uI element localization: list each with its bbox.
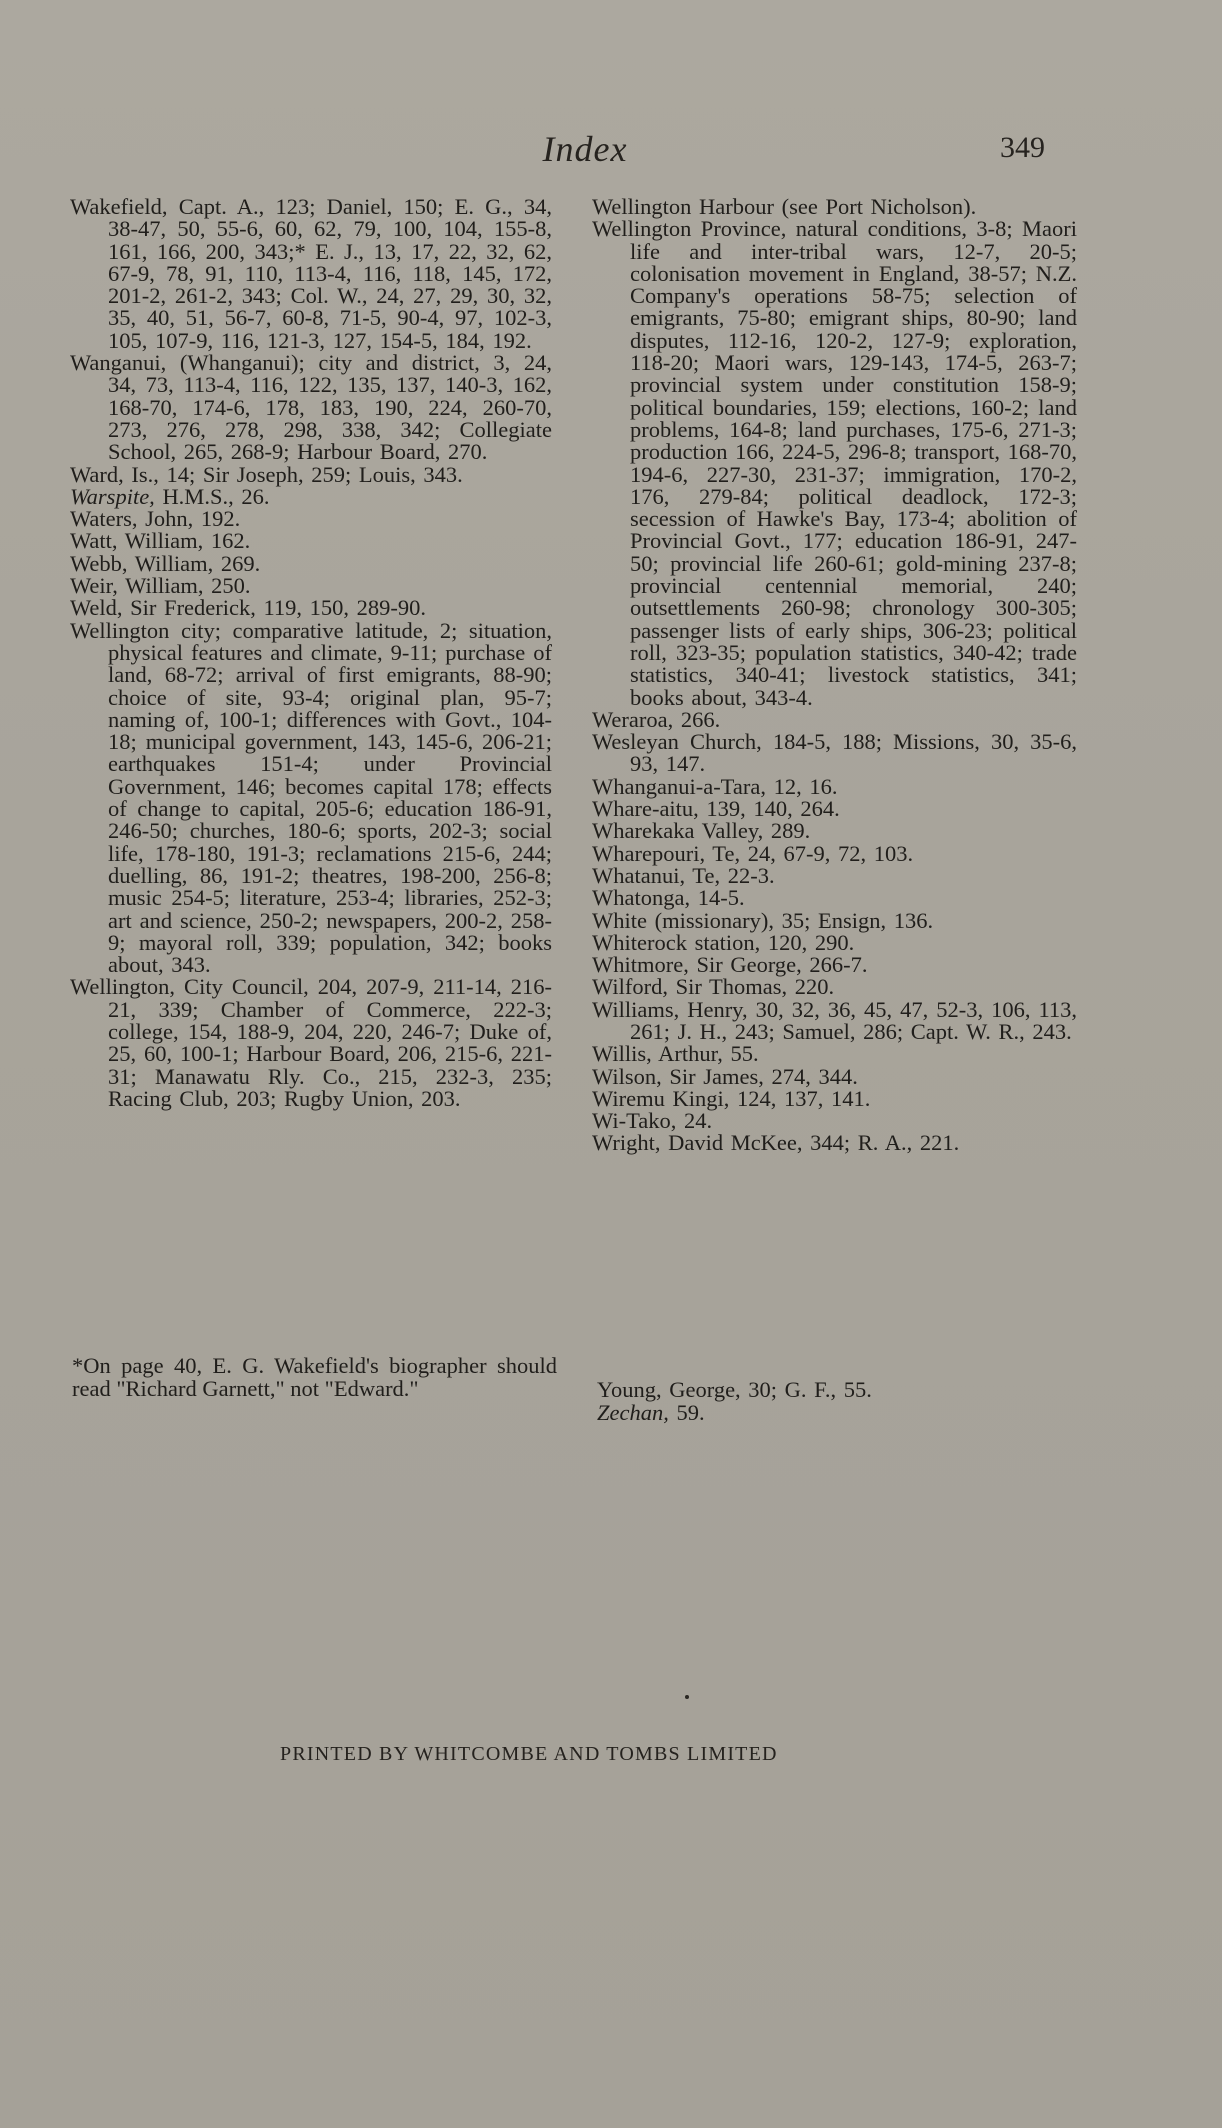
index-entry-whatonga: Whatonga, 14-5.	[592, 885, 745, 911]
index-entry-wi-tako: Wi-Tako, 24.	[592, 1108, 713, 1134]
running-title: Index	[542, 129, 628, 169]
index-entry-whanganui-a-tara: Whanganui-a-Tara, 12, 16.	[592, 773, 838, 799]
warspite-rest: H.M.S., 26.	[154, 483, 270, 509]
index-entry-ward: Ward, Is., 14; Sir Joseph, 259; Louis, 343.	[70, 461, 463, 487]
index-entry-wakefield: Wakefield, Capt. A., 123; Daniel, 150; E. G., 34, 38-47, 50, 55-6, 60, 62, 79, 100, 104, 155-8, 161, 166, 200, 343;* E. J., 13, 17, 22, 32, 62, 67-9, 78, 91, 110, 113-4, 116, 118, 145, 172, 201-2, 261-2, 343; Col. W., 24, 27, 29, 30, 32, 35, 40, 51, 56-7, 60-8, 71-5, 90-4, 97, 102-3, 105, 107-9, 116, 121-3, 127, 154-5, 184, 192.	[70, 194, 552, 353]
index-entry-wellington-city: Wellington city; comparative latitude, 2; situation, physical features and climate, 9-11; purchase of land, 68-72; arrival of first emigrants, 88-90; choice of site, 93-4; original plan, 95-7; naming of, 100-1; differences with Govt., 104-18; municipal government, 143, 145-6, 206-21; earthquakes 151-4; under Provincial Government, 146; becomes capital 178; effects of change to capital, 205-6; education 186-91, 246-50; churches, 180-6; sports, 202-3; social life, 178-180, 191-3; reclamations 215-6, 244; duelling, 86, 191-2; theatres, 198-200, 256-8; music 254-5; literature, 253-4; libraries, 252-3; art and science, 250-2; newspapers, 200-2, 258-9; mayoral roll, 339; population, 342; books about, 343.	[70, 617, 552, 978]
index-entry-wellington-province: Wellington Province, natural conditions, 3-8; Maori life and inter-tribal wars, 12-7, 20-5; colonisation movement in England, 38-57; N.Z. Company's operations 58-75; selection of emigrants, 75-80; emigrant ships, 80-90; land disputes, 112-16, 120-2, 127-9; exploration, 118-20; Maori wars, 129-143, 174-5, 263-7; provincial system under constitution 158-9; political boundaries, 159; elections, 160-2; land problems, 164-8; land purchases, 175-6, 271-3; production 166, 224-5, 296-8; transport, 168-70, 194-6, 227-30, 231-37; immigration, 170-2, 176, 279-84; political deadlock, 172-3; secession of Hawke's Bay, 173-4; abolition of Provincial Govt., 177; education 186-91, 247-50; provincial life 260-61; gold-mining 237-8; provincial centennial memorial, 240; outsettlements 260-98; chronology 300-305; passenger lists of early ships, 306-23; political roll, 323-35; population statistics, 340-42; trade statistics, 340-41; livestock statistics, 341; books about, 343-4.	[592, 216, 1077, 710]
index-entry-willis: Willis, Arthur, 55.	[592, 1041, 759, 1067]
index-column-left	[70, 196, 552, 1110]
index-entry-wharekaka: Wharekaka Valley, 289.	[592, 818, 811, 844]
index-column-right-bottom	[597, 1378, 1082, 1424]
index-entry-wright: Wright, David McKee, 344; R. A., 221.	[592, 1130, 960, 1156]
index-entry-whatanui: Whatanui, Te, 22-3.	[592, 862, 775, 888]
index-entry-whiterock: Whiterock station, 120, 290.	[592, 929, 855, 955]
index-entry-weld: Weld, Sir Frederick, 119, 150, 289-90.	[70, 595, 427, 621]
printer-dot-mark	[685, 1695, 689, 1699]
index-entry-warspite	[70, 483, 552, 509]
index-entry-wharepouri: Wharepouri, Te, 24, 67-9, 72, 103.	[592, 840, 914, 866]
index-entry-williams: Williams, Henry, 30, 32, 36, 45, 47, 52-3, 106, 113, 261; J. H., 243; Samuel, 286; Capt. W. R., 243.	[592, 996, 1077, 1044]
index-entry-weir: Weir, William, 250.	[70, 573, 251, 599]
warspite-head: Warspite,	[70, 483, 155, 509]
index-entry-young: Young, George, 30; G. F., 55.	[597, 1377, 872, 1402]
page-number: 349	[1000, 131, 1045, 164]
index-entry-weraroa: Weraroa, 266.	[592, 706, 721, 732]
index-entry-whitmore: Whitmore, Sir George, 266-7.	[592, 952, 868, 978]
index-entry-wellington-council: Wellington, City Council, 204, 207-9, 211-14, 216-21, 339; Chamber of Commerce, 222-3; college, 154, 188-9, 204, 220, 246-7; Duke of, 25, 60, 100-1; Harbour Board, 206, 215-6, 221-31; Manawatu Rly. Co., 215, 232-3, 235; Racing Club, 203; Rugby Union, 203.	[70, 974, 552, 1111]
index-entry-zechan	[597, 1401, 1082, 1424]
index-entry-wanganui: Wanganui, (Whanganui); city and district, 3, 24, 34, 73, 113-4, 116, 122, 135, 137, 140-3, 162, 168-70, 174-6, 178, 183, 190, 224, 260-70, 273, 276, 278, 298, 338, 342; Collegiate School, 265, 268-9; Harbour Board, 270.	[70, 350, 552, 465]
printer-imprint: PRINTED BY WHITCOMBE AND TOMBS LIMITED	[280, 1743, 778, 1765]
index-column-right	[592, 196, 1077, 1155]
index-entry-wesleyan: Wesleyan Church, 184-5, 188; Missions, 30, 35-6, 93, 147.	[592, 729, 1077, 777]
index-entry-watt: Watt, William, 162.	[70, 528, 251, 554]
index-entry-whare-aitu: Whare-aitu, 139, 140, 264.	[592, 796, 840, 822]
zechan-head: Zechan,	[597, 1400, 669, 1425]
index-entry-white: White (missionary), 35; Ensign, 136.	[592, 907, 934, 933]
index-entry-webb: Webb, William, 269.	[70, 550, 261, 576]
index-entry-wilson: Wilson, Sir James, 274, 344.	[592, 1063, 858, 1089]
index-entry-wiremu-kingi: Wiremu Kingi, 124, 137, 141.	[592, 1085, 871, 1111]
zechan-rest: 59.	[668, 1400, 705, 1425]
index-entry-wellington-harbour: Wellington Harbour (see Port Nicholson).	[592, 194, 977, 219]
index-entry-wilford: Wilford, Sir Thomas, 220.	[592, 974, 835, 1000]
index-entry-waters: Waters, John, 192.	[70, 506, 241, 532]
footnote: *On page 40, E. G. Wakefield's biographer should read "Richard Garnett," not "Edward."	[72, 1353, 557, 1401]
